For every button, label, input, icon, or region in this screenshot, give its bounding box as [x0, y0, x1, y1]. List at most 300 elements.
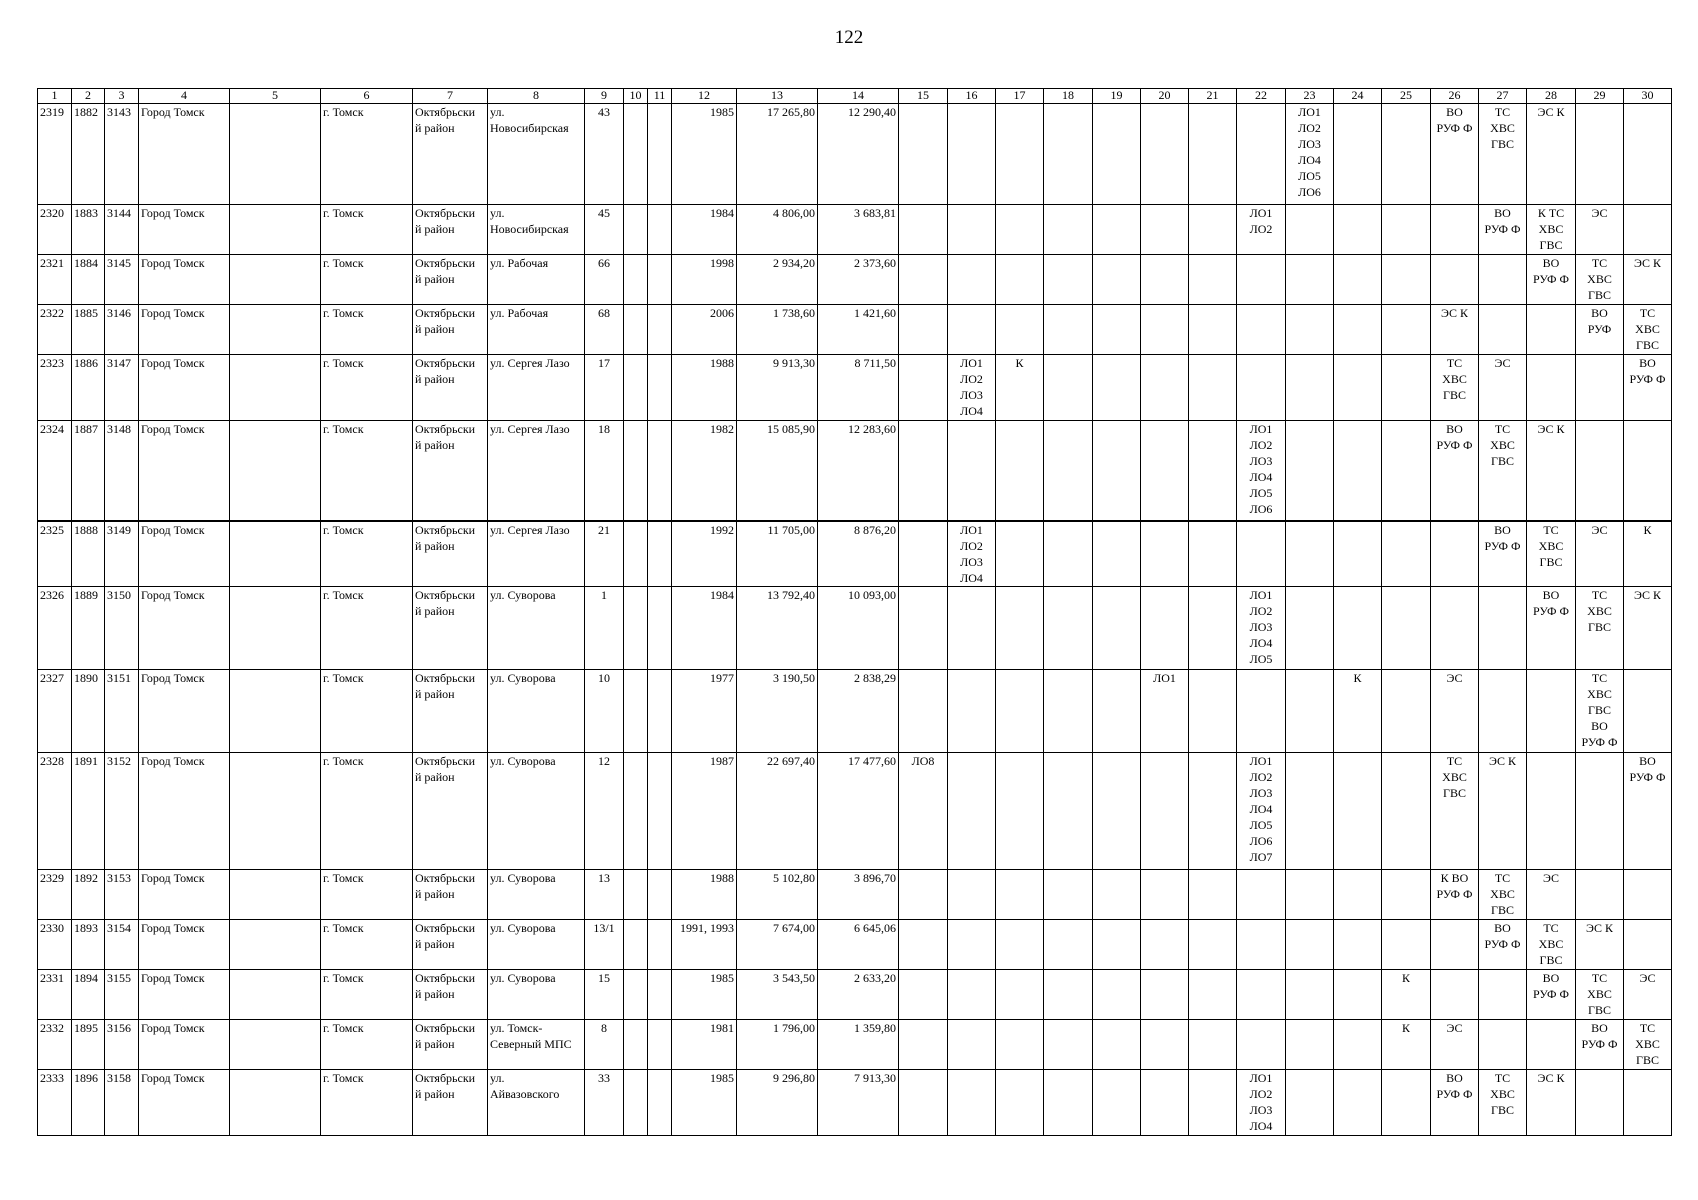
cell: 1890 — [72, 670, 105, 753]
cell — [996, 205, 1044, 255]
cell: 3150 — [105, 587, 139, 670]
cell — [1382, 255, 1431, 305]
table-row — [38, 753, 1672, 870]
cell — [1141, 970, 1189, 1020]
cell — [1382, 870, 1431, 920]
locality-cell: г. Томск — [321, 355, 413, 421]
row-index-cell: 2320 — [38, 205, 72, 255]
cell: 3144 — [105, 205, 139, 255]
year-cell: 1998 — [672, 255, 737, 305]
municipality-cell: Город Томск — [139, 670, 230, 753]
cell: ЭС — [1431, 1020, 1479, 1070]
cell — [1576, 753, 1624, 870]
cell — [1044, 753, 1093, 870]
cell — [996, 870, 1044, 920]
cell — [1189, 970, 1237, 1020]
area-cell: 10 093,00 — [818, 587, 899, 670]
table-row — [38, 255, 1672, 305]
district-cell: Октябрьски й район — [413, 255, 488, 305]
cell — [1479, 255, 1527, 305]
cell — [1576, 870, 1624, 920]
municipality-cell: Город Томск — [139, 255, 230, 305]
area-cell: 1 359,80 — [818, 1020, 899, 1070]
cell: ЭС К — [1431, 305, 1479, 355]
district-cell: Октябрьски й район — [413, 970, 488, 1020]
cell — [1334, 521, 1382, 587]
page-number: 122 — [834, 27, 864, 48]
cell — [1141, 1070, 1189, 1136]
cell: 3155 — [105, 970, 139, 1020]
cell — [624, 305, 648, 355]
municipality-cell: Город Томск — [139, 753, 230, 870]
cell — [1624, 920, 1672, 970]
cell: ЭС — [1479, 355, 1527, 421]
cell — [1141, 255, 1189, 305]
cell: ВО РУФ Ф — [1624, 753, 1672, 870]
row-index-cell: 2323 — [38, 355, 72, 421]
cell — [230, 305, 321, 355]
municipality-cell: Город Томск — [139, 870, 230, 920]
cell — [1479, 305, 1527, 355]
cell — [899, 920, 948, 970]
cell — [948, 1070, 996, 1136]
municipality-cell: Город Томск — [139, 970, 230, 1020]
cell: ВО РУФ Ф — [1479, 920, 1527, 970]
cell — [899, 587, 948, 670]
column-header: 20 — [1141, 89, 1189, 104]
cell — [1382, 104, 1431, 205]
cell: ЭС К — [1624, 255, 1672, 305]
row-index-cell: 2333 — [38, 1070, 72, 1136]
cell: ТС ХВС ГВС — [1624, 1020, 1672, 1070]
street-cell: ул. Суворова — [488, 587, 585, 670]
cell — [996, 421, 1044, 521]
column-header: 4 — [139, 89, 230, 104]
street-cell: ул. Рабочая — [488, 305, 585, 355]
cell — [624, 670, 648, 753]
year-cell: 1984 — [672, 587, 737, 670]
column-header: 13 — [737, 89, 818, 104]
house-number-cell: 33 — [585, 1070, 624, 1136]
cell — [1479, 1020, 1527, 1070]
cell — [1286, 670, 1334, 753]
cell — [1431, 970, 1479, 1020]
area-cell: 13 792,40 — [737, 587, 818, 670]
cell: ЛО1 ЛО2 — [1237, 205, 1286, 255]
cell — [1093, 1020, 1141, 1070]
cell — [1431, 521, 1479, 587]
area-cell: 4 806,00 — [737, 205, 818, 255]
cell — [1141, 1020, 1189, 1070]
district-cell: Октябрьски й район — [413, 1020, 488, 1070]
cell: ВО РУФ — [1576, 305, 1624, 355]
cell — [1093, 305, 1141, 355]
cell — [1093, 753, 1141, 870]
cell — [1189, 104, 1237, 205]
cell — [1044, 255, 1093, 305]
column-header: 19 — [1093, 89, 1141, 104]
house-number-cell: 13/1 — [585, 920, 624, 970]
cell — [1527, 355, 1576, 421]
cell — [624, 421, 648, 521]
cell: 3147 — [105, 355, 139, 421]
area-cell: 9 913,30 — [737, 355, 818, 421]
cell — [648, 670, 672, 753]
district-cell: Октябрьски й район — [413, 205, 488, 255]
table-row — [38, 355, 1672, 421]
table-row — [38, 205, 1672, 255]
cell — [1093, 255, 1141, 305]
cell: К — [996, 355, 1044, 421]
cell — [1237, 970, 1286, 1020]
cell: 1894 — [72, 970, 105, 1020]
row-index-cell: 2327 — [38, 670, 72, 753]
cell — [1527, 753, 1576, 870]
cell — [948, 1020, 996, 1070]
cell — [1334, 205, 1382, 255]
column-header: 1 — [38, 89, 72, 104]
cell — [996, 255, 1044, 305]
column-header: 5 — [230, 89, 321, 104]
cell: ТС ХВС ГВС — [1527, 521, 1576, 587]
cell — [1286, 920, 1334, 970]
cell — [1093, 587, 1141, 670]
area-cell: 2 373,60 — [818, 255, 899, 305]
column-header: 7 — [413, 89, 488, 104]
cell — [948, 920, 996, 970]
district-cell: Октябрьски й район — [413, 753, 488, 870]
district-cell: Октябрьски й район — [413, 920, 488, 970]
column-number-header-row — [38, 89, 1672, 104]
district-cell: Октябрьски й район — [413, 355, 488, 421]
cell — [1044, 670, 1093, 753]
cell — [1479, 670, 1527, 753]
cell — [1141, 920, 1189, 970]
cell — [948, 421, 996, 521]
cell — [648, 205, 672, 255]
cell — [1576, 1070, 1624, 1136]
cell — [1624, 104, 1672, 205]
cell — [948, 587, 996, 670]
cell: 1885 — [72, 305, 105, 355]
area-cell: 2 838,29 — [818, 670, 899, 753]
street-cell: ул. Томск- Северный МПС — [488, 1020, 585, 1070]
cell: К — [1624, 521, 1672, 587]
locality-cell: г. Томск — [321, 1020, 413, 1070]
row-index-cell: 2322 — [38, 305, 72, 355]
cell — [899, 670, 948, 753]
cell: 3152 — [105, 753, 139, 870]
table-row — [38, 870, 1672, 920]
cell — [1141, 753, 1189, 870]
cell — [899, 1070, 948, 1136]
street-cell: ул. Сергея Лазо — [488, 521, 585, 587]
table-row — [38, 920, 1672, 970]
cell — [1576, 104, 1624, 205]
locality-cell: г. Томск — [321, 104, 413, 205]
cell: ВО РУФ Ф — [1479, 521, 1527, 587]
cell: ТС ХВС ГВС — [1479, 1070, 1527, 1136]
cell — [648, 970, 672, 1020]
cell — [1237, 1020, 1286, 1070]
cell: 1895 — [72, 1020, 105, 1070]
cell — [1382, 205, 1431, 255]
year-cell: 1984 — [672, 205, 737, 255]
cell — [624, 1070, 648, 1136]
cell: ЭС К — [1576, 920, 1624, 970]
locality-cell: г. Томск — [321, 587, 413, 670]
cell — [1189, 255, 1237, 305]
cell — [1237, 255, 1286, 305]
cell: 1888 — [72, 521, 105, 587]
cell — [899, 870, 948, 920]
house-number-cell: 13 — [585, 870, 624, 920]
cell — [648, 870, 672, 920]
cell — [230, 670, 321, 753]
house-number-cell: 1 — [585, 587, 624, 670]
area-cell: 8 711,50 — [818, 355, 899, 421]
cell: ТС ХВС ГВС — [1576, 587, 1624, 670]
house-number-cell: 21 — [585, 521, 624, 587]
cell: ВО РУФ Ф — [1431, 421, 1479, 521]
house-number-cell: 10 — [585, 670, 624, 753]
cell — [1189, 670, 1237, 753]
cell: К ТС ХВС ГВС — [1527, 205, 1576, 255]
house-number-cell: 45 — [585, 205, 624, 255]
cell — [1044, 421, 1093, 521]
housing-register-table — [37, 88, 1672, 1136]
cell — [1431, 255, 1479, 305]
area-cell: 7 674,00 — [737, 920, 818, 970]
cell — [1334, 1020, 1382, 1070]
cell — [1189, 587, 1237, 670]
column-header: 22 — [1237, 89, 1286, 104]
municipality-cell: Город Томск — [139, 587, 230, 670]
cell — [996, 1070, 1044, 1136]
cell: 1891 — [72, 753, 105, 870]
cell — [1382, 421, 1431, 521]
cell — [230, 104, 321, 205]
cell: 3145 — [105, 255, 139, 305]
cell: 1896 — [72, 1070, 105, 1136]
cell: ТС ХВС ГВС — [1527, 920, 1576, 970]
cell — [1093, 870, 1141, 920]
cell — [1237, 305, 1286, 355]
district-cell: Октябрьски й район — [413, 587, 488, 670]
street-cell: ул. Рабочая — [488, 255, 585, 305]
cell — [899, 255, 948, 305]
cell — [624, 255, 648, 305]
row-index-cell: 2326 — [38, 587, 72, 670]
cell — [1286, 970, 1334, 1020]
year-cell: 1985 — [672, 970, 737, 1020]
cell — [624, 1020, 648, 1070]
cell — [1527, 1020, 1576, 1070]
cell — [648, 587, 672, 670]
cell — [1334, 1070, 1382, 1136]
cell — [1093, 970, 1141, 1020]
year-cell: 1991, 1993 — [672, 920, 737, 970]
municipality-cell: Город Томск — [139, 920, 230, 970]
cell — [899, 205, 948, 255]
cell — [1431, 205, 1479, 255]
column-header: 29 — [1576, 89, 1624, 104]
street-cell: ул. Сергея Лазо — [488, 355, 585, 421]
cell — [1382, 355, 1431, 421]
cell — [1624, 670, 1672, 753]
house-number-cell: 15 — [585, 970, 624, 1020]
municipality-cell: Город Томск — [139, 205, 230, 255]
cell: 1884 — [72, 255, 105, 305]
row-index-cell: 2321 — [38, 255, 72, 305]
cell — [1189, 355, 1237, 421]
cell: ЛО1 ЛО2 ЛО3 ЛО4 ЛО5 ЛО6 ЛО7 — [1237, 753, 1286, 870]
cell — [1479, 970, 1527, 1020]
column-header: 12 — [672, 89, 737, 104]
cell — [1286, 305, 1334, 355]
cell — [1334, 970, 1382, 1020]
column-header: 2 — [72, 89, 105, 104]
cell — [230, 870, 321, 920]
cell — [996, 970, 1044, 1020]
cell — [1286, 587, 1334, 670]
cell — [899, 421, 948, 521]
cell — [1141, 205, 1189, 255]
cell — [996, 305, 1044, 355]
municipality-cell: Город Томск — [139, 305, 230, 355]
cell — [230, 1070, 321, 1136]
street-cell: ул. Сергея Лазо — [488, 421, 585, 521]
area-cell: 3 683,81 — [818, 205, 899, 255]
cell — [899, 1020, 948, 1070]
column-header: 15 — [899, 89, 948, 104]
cell — [1382, 753, 1431, 870]
cell — [1093, 421, 1141, 521]
locality-cell: г. Томск — [321, 870, 413, 920]
cell — [1527, 670, 1576, 753]
cell — [1576, 421, 1624, 521]
cell — [230, 920, 321, 970]
cell: ЭС К — [1527, 421, 1576, 521]
cell — [1431, 920, 1479, 970]
locality-cell: г. Томск — [321, 305, 413, 355]
cell: 3153 — [105, 870, 139, 920]
cell: ВО РУФ Ф — [1527, 970, 1576, 1020]
cell — [1044, 920, 1093, 970]
district-cell: Октябрьски й район — [413, 870, 488, 920]
house-number-cell: 66 — [585, 255, 624, 305]
cell: К — [1382, 970, 1431, 1020]
cell: 3158 — [105, 1070, 139, 1136]
cell — [1431, 587, 1479, 670]
cell — [230, 521, 321, 587]
cell — [648, 305, 672, 355]
table-row — [38, 521, 1672, 587]
cell: ТС ХВС ГВС — [1479, 104, 1527, 205]
cell — [948, 255, 996, 305]
cell — [996, 104, 1044, 205]
row-index-cell: 2331 — [38, 970, 72, 1020]
cell — [1334, 870, 1382, 920]
cell — [1286, 753, 1334, 870]
street-cell: ул. Суворова — [488, 670, 585, 753]
cell — [1286, 1020, 1334, 1070]
house-number-cell: 12 — [585, 753, 624, 870]
cell — [899, 521, 948, 587]
cell — [1576, 355, 1624, 421]
area-cell: 12 283,60 — [818, 421, 899, 521]
year-cell: 1982 — [672, 421, 737, 521]
row-index-cell: 2325 — [38, 521, 72, 587]
column-header: 30 — [1624, 89, 1672, 104]
cell: 1892 — [72, 870, 105, 920]
cell: ТС ХВС ГВС — [1576, 970, 1624, 1020]
cell: 3151 — [105, 670, 139, 753]
cell: 1889 — [72, 587, 105, 670]
municipality-cell: Город Томск — [139, 521, 230, 587]
municipality-cell: Город Томск — [139, 421, 230, 521]
cell — [1189, 753, 1237, 870]
year-cell: 1987 — [672, 753, 737, 870]
column-header: 3 — [105, 89, 139, 104]
area-cell: 22 697,40 — [737, 753, 818, 870]
district-cell: Октябрьски й район — [413, 670, 488, 753]
column-header: 14 — [818, 89, 899, 104]
cell — [1237, 104, 1286, 205]
cell — [1044, 587, 1093, 670]
cell — [1093, 355, 1141, 421]
cell — [624, 205, 648, 255]
cell — [1044, 305, 1093, 355]
cell — [648, 421, 672, 521]
year-cell: 1992 — [672, 521, 737, 587]
street-cell: ул. Суворова — [488, 753, 585, 870]
cell — [1334, 255, 1382, 305]
municipality-cell: Город Томск — [139, 1070, 230, 1136]
cell — [1093, 205, 1141, 255]
cell: 1887 — [72, 421, 105, 521]
cell — [1044, 1020, 1093, 1070]
cell: ЛО1 ЛО2 ЛО3 ЛО4 — [948, 355, 996, 421]
cell: ЭС К — [1527, 104, 1576, 205]
cell: ЛО1 ЛО2 ЛО3 ЛО4 ЛО5 ЛО6 — [1237, 421, 1286, 521]
cell: ЛО1 — [1141, 670, 1189, 753]
cell: 3146 — [105, 305, 139, 355]
cell — [1334, 355, 1382, 421]
cell: ВО РУФ Ф — [1527, 587, 1576, 670]
cell — [1286, 355, 1334, 421]
cell — [1093, 1070, 1141, 1136]
cell — [1334, 104, 1382, 205]
cell — [648, 1070, 672, 1136]
year-cell: 1981 — [672, 1020, 737, 1070]
cell: 3156 — [105, 1020, 139, 1070]
cell — [1286, 1070, 1334, 1136]
area-cell: 1 738,60 — [737, 305, 818, 355]
cell — [1382, 521, 1431, 587]
cell: ЭС — [1431, 670, 1479, 753]
cell — [1237, 870, 1286, 920]
column-header: 21 — [1189, 89, 1237, 104]
area-cell: 3 190,50 — [737, 670, 818, 753]
area-cell: 3 896,70 — [818, 870, 899, 920]
cell — [1237, 521, 1286, 587]
year-cell: 1985 — [672, 104, 737, 205]
cell — [1189, 870, 1237, 920]
year-cell: 1988 — [672, 355, 737, 421]
cell — [948, 205, 996, 255]
column-header: 8 — [488, 89, 585, 104]
